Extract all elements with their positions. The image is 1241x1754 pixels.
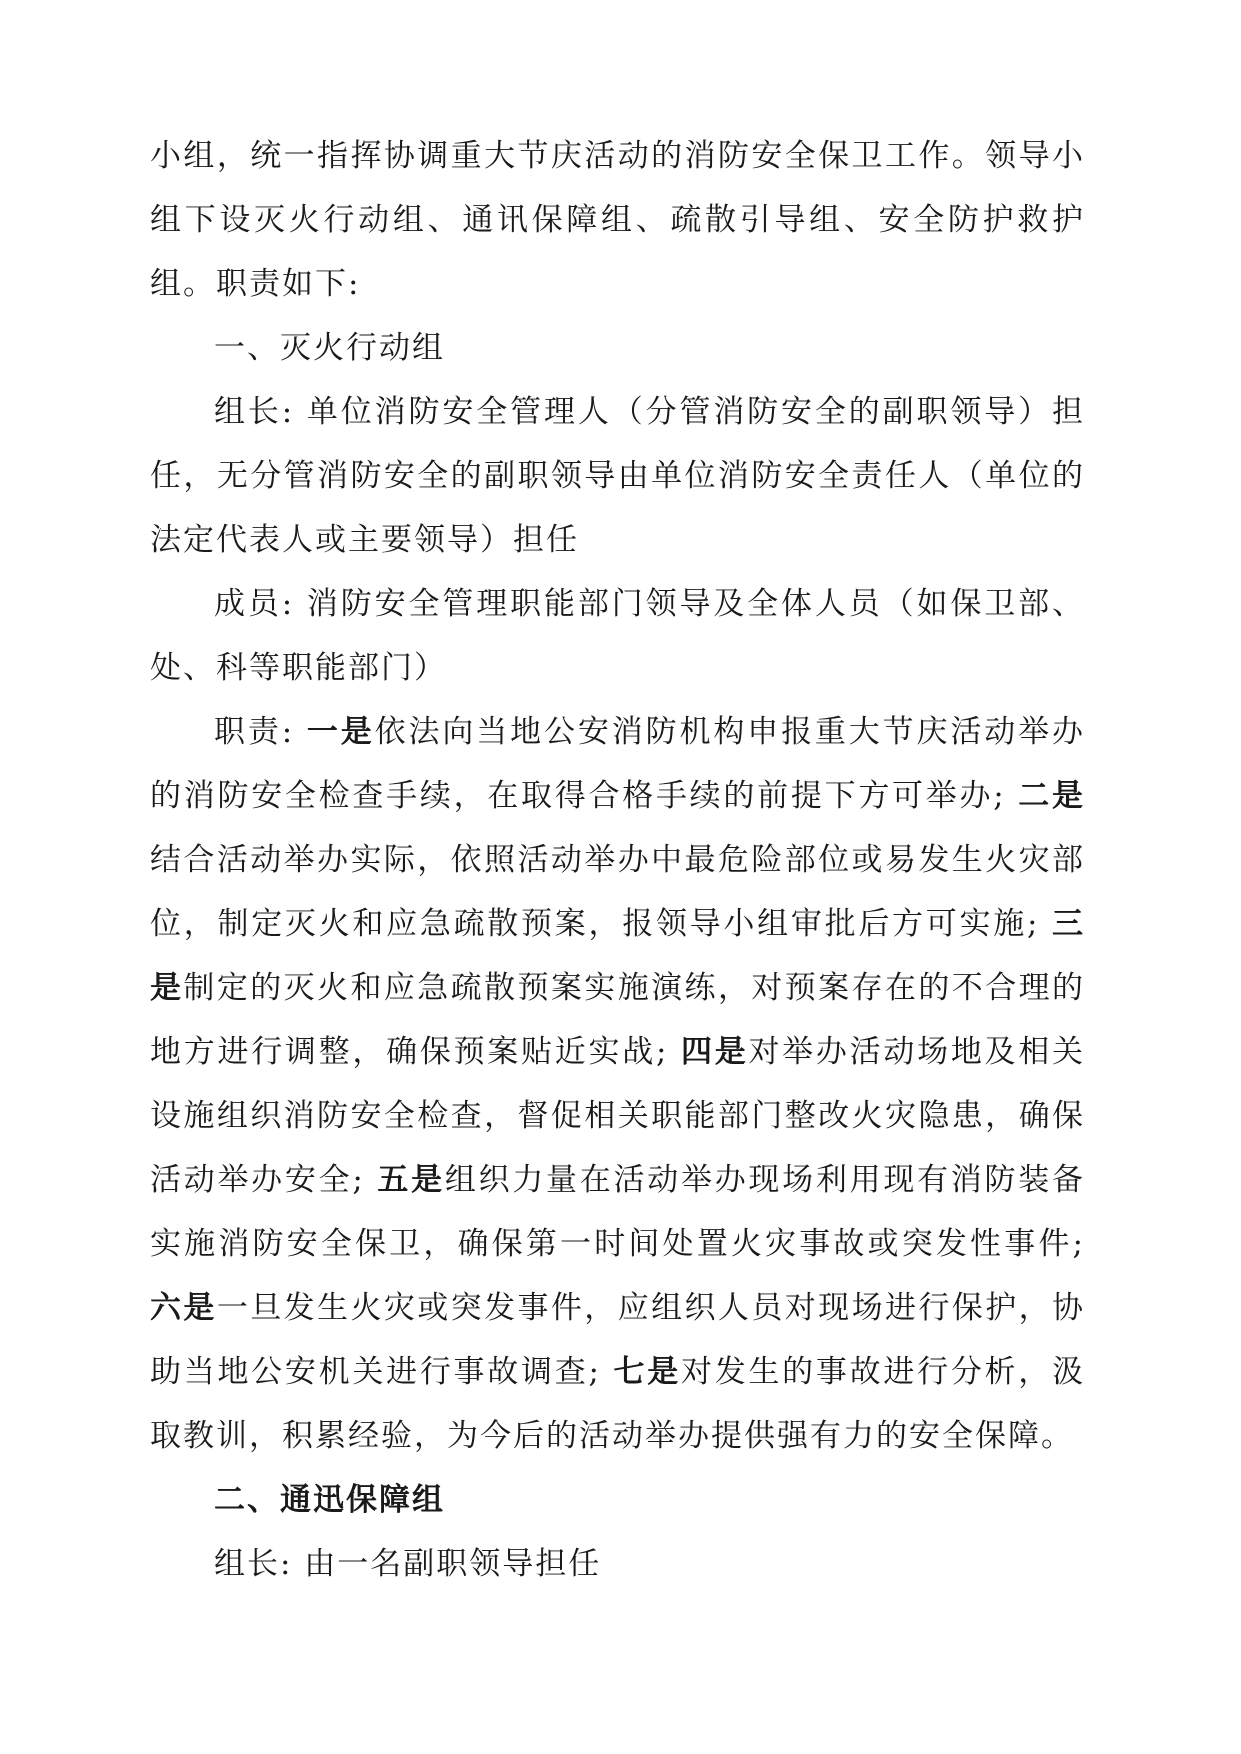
document-body	[150, 124, 1085, 1596]
duty-2-text: 结合活动举办实际，依照活动举办中最危险部位或易发生火灾部位，制定灭火和应急疏散预案，报领导小组审批后方可实施;	[150, 842, 1085, 942]
section-1-duties-paragraph	[150, 700, 1085, 1468]
duty-3-text: 制定的灭火和应急疏散预案实施演练，对预案存在的不合理的地方进行调整，确保预案贴近实战;	[150, 970, 1086, 1070]
duty-5-text: 组织力量在活动举办现场利用现有消防装备实施消防安全保卫，确保第一时间处置火灾事故或突发性事件;	[150, 1162, 1085, 1262]
duties-prefix: 职责:	[214, 714, 307, 750]
duty-4-label: 四是	[680, 1034, 749, 1070]
duty-6-label: 六是	[150, 1290, 217, 1326]
duty-2-label: 二是	[1018, 778, 1086, 814]
duty-1-text: 依法向当地公安消防机构申报重大节庆活动举办的消防安全检查手续，在取得合格手续的前提下方可举办;	[150, 714, 1086, 814]
section-2-title: 二、通迅保障组	[214, 1482, 445, 1518]
section-1-leader-paragraph: 组长: 单位消防安全管理人（分管消防安全的副职领导）担任，无分管消防安全的副职领导由单位消防安全责任人（单位的法定代表人或主要领导）担任	[150, 394, 1085, 558]
duty-5-label: 五是	[377, 1162, 445, 1198]
intro-paragraph: 小组，统一指挥协调重大节庆活动的消防安全保卫工作。领导小组下设灭火行动组、通讯保障组、疏散引导组、安全防护救护组。职责如下:	[150, 138, 1085, 302]
duty-4-text: 对举办活动场地及相关设施组织消防安全检查，督促相关职能部门整改火灾隐患，确保活动举办安全;	[150, 1034, 1086, 1198]
duty-1-label: 一是	[306, 714, 375, 750]
duty-6-text: 一旦发生火灾或突发事件，应组织人员对现场进行保护，协助当地公安机关进行事故调查;	[150, 1290, 1086, 1390]
section-2-leader-paragraph: 组长: 由一名副职领导担任	[214, 1546, 602, 1582]
duty-7-label: 七是	[613, 1354, 681, 1390]
section-1-title: 一、灭火行动组	[214, 330, 445, 366]
duty-7-text: 对发生的事故进行分析，汲取教训，积累经验，为今后的活动举办提供强有力的安全保障。	[150, 1354, 1086, 1454]
section-1-members-paragraph: 成员: 消防安全管理职能部门领导及全体人员（如保卫部、处、科等职能部门）	[150, 586, 1085, 686]
duty-3-label: 三是	[150, 906, 1085, 1006]
